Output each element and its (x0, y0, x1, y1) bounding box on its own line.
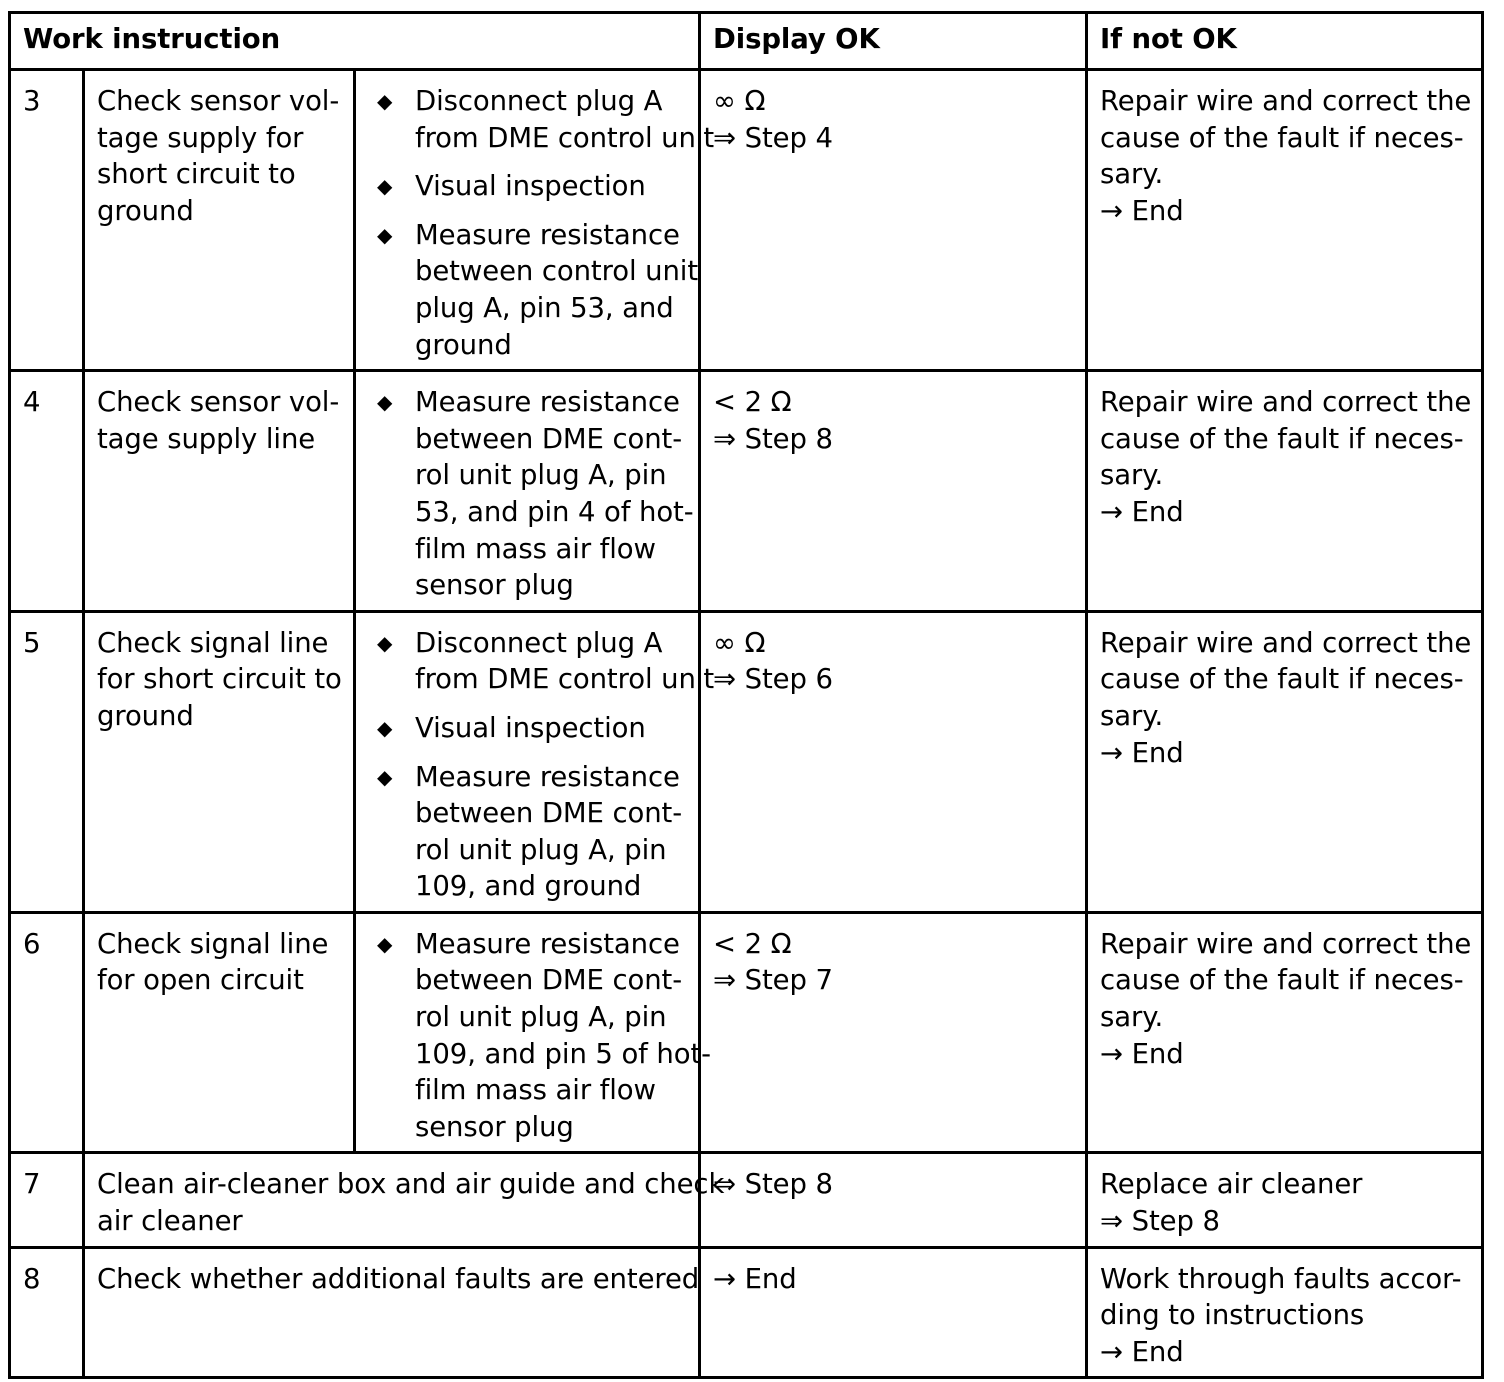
text-line: Clean air-cleaner box and air guide and check (97, 1168, 725, 1201)
text-line: → End (1100, 1037, 1184, 1070)
text-line: sary. (1100, 158, 1164, 191)
text-line: cause of the fault if neces- (1100, 121, 1464, 154)
text-line: ground (97, 699, 194, 732)
text-line: ∞ Ω (713, 85, 766, 117)
diamond-bullet-icon: ◆ (377, 715, 393, 740)
if-not-ok-cell (1087, 1153, 1483, 1247)
text-line: Repair wire and correct the (1100, 85, 1472, 117)
table-row (10, 371, 1483, 612)
action-list-cell (355, 371, 700, 612)
text-line: ⇒ Step 8 (713, 422, 833, 455)
text-line: < 2 Ω (713, 927, 792, 960)
text-line: rol unit plug A, pin (415, 1001, 667, 1034)
text-line: Measure resistance (415, 927, 680, 960)
table-row (10, 611, 1483, 912)
text-line: air cleaner (97, 1205, 243, 1238)
text-line: between DME cont- (415, 422, 683, 455)
step-number: 6 (10, 912, 84, 1153)
text-line: cause of the fault if neces- (1100, 964, 1464, 997)
diamond-bullet-icon: ◆ (377, 630, 393, 655)
step-number: 5 (10, 611, 84, 912)
action-list (368, 926, 711, 1146)
diamond-bullet-icon: ◆ (377, 222, 393, 247)
text-line: for short circuit to (97, 663, 342, 696)
text-line: sensor plug (415, 569, 574, 602)
text-line: Disconnect plug A (415, 85, 663, 117)
text-line: Measure resistance (415, 760, 680, 793)
display-ok-cell (700, 1153, 1087, 1247)
text-line: ground (415, 328, 512, 361)
list-item (368, 168, 686, 205)
text-line: plug A, pin 53, and (415, 291, 674, 324)
text-line: tage supply for (97, 121, 304, 154)
text-line: film mass air flow (415, 1074, 656, 1107)
table-row (10, 912, 1483, 1153)
diamond-bullet-icon: ◆ (377, 174, 393, 199)
list-item (368, 926, 711, 1146)
header-work-instruction: Work instruction (10, 13, 700, 70)
text-line: Check whether additional faults are entered (97, 1262, 700, 1295)
step-number: 3 (10, 70, 84, 371)
text-line: cause of the fault if neces- (1100, 663, 1464, 696)
work-instruction-cell (84, 1153, 725, 1247)
display-ok-cell (700, 912, 1087, 1153)
text-line: Visual inspection (415, 170, 646, 203)
text-line: cause of the fault if neces- (1100, 422, 1464, 455)
diamond-bullet-icon: ◆ (377, 931, 393, 956)
list-item (368, 759, 686, 905)
text-line: sary. (1100, 1001, 1164, 1034)
display-ok-cell (700, 371, 1087, 612)
text-line: 109, and pin 5 of hot- (415, 1037, 711, 1070)
text-line: ⇒ Step 4 (713, 121, 833, 154)
if-not-ok-cell (1087, 70, 1483, 371)
diamond-bullet-icon: ◆ (377, 89, 393, 113)
text-line: film mass air flow (415, 532, 656, 565)
text-line: Replace air cleaner (1100, 1168, 1363, 1201)
text-line: Check sensor vol- (97, 386, 340, 419)
action-list (368, 384, 694, 604)
text-line: 53, and pin 4 of hot- (415, 495, 694, 528)
if-not-ok-cell (1087, 371, 1483, 612)
action-list (368, 83, 715, 363)
text-line: sensor plug (415, 1110, 574, 1143)
list-item (368, 710, 686, 747)
text-line: sary. (1100, 699, 1164, 732)
list-item (368, 217, 699, 363)
work-instruction-table (8, 11, 1484, 1379)
text-line: between DME cont- (415, 797, 683, 830)
text-line: → End (1100, 736, 1184, 769)
text-line: ⇒ Step 6 (713, 663, 833, 696)
action-list-cell (355, 70, 715, 371)
text-line: Visual inspection (415, 711, 646, 744)
text-line: → End (713, 1262, 797, 1295)
display-ok-cell (700, 1247, 1087, 1378)
check-description (84, 70, 355, 371)
text-line: short circuit to (97, 158, 296, 191)
text-line: ⇒ Step 8 (1100, 1205, 1220, 1238)
text-line: Measure resistance (415, 386, 680, 419)
work-instruction-cell (84, 1247, 700, 1378)
table-row (10, 70, 1483, 371)
table-header-row (10, 13, 1483, 70)
list-item (368, 625, 715, 698)
text-line: Measure resistance (415, 218, 680, 251)
text-line: rol unit plug A, pin (415, 459, 667, 492)
if-not-ok-cell (1087, 912, 1483, 1153)
text-line: rol unit plug A, pin (415, 833, 667, 866)
list-item (368, 83, 715, 156)
text-line: ⇒ Step 7 (713, 964, 833, 997)
text-line: 109, and ground (415, 870, 642, 903)
text-line: Repair wire and correct the (1100, 386, 1472, 419)
list-item (368, 384, 694, 604)
table-row (10, 1247, 1483, 1378)
text-line: Work through faults accor- (1100, 1262, 1462, 1295)
diamond-bullet-icon: ◆ (377, 764, 393, 789)
text-line: sary. (1100, 459, 1164, 492)
text-line: ding to instructions (1100, 1299, 1365, 1332)
step-number: 4 (10, 371, 84, 612)
step-number: 7 (10, 1153, 84, 1247)
action-list-cell (355, 611, 715, 912)
diamond-bullet-icon: ◆ (377, 390, 393, 415)
text-line: Repair wire and correct the (1100, 927, 1472, 960)
action-list-cell (355, 912, 711, 1153)
check-description (84, 371, 355, 612)
text-line: between control unit (415, 255, 699, 288)
if-not-ok-cell (1087, 1247, 1483, 1378)
text-line: for open circuit (97, 964, 304, 997)
text-line: ground (97, 194, 194, 227)
text-line: ∞ Ω (713, 626, 766, 659)
text-line: Repair wire and correct the (1100, 626, 1472, 659)
step-number: 8 (10, 1247, 84, 1378)
text-line: ⇒ Step 8 (713, 1168, 833, 1201)
check-description (84, 912, 355, 1153)
table-body (10, 70, 1483, 1378)
text-line: Check signal line (97, 626, 329, 659)
display-ok-cell (700, 611, 1087, 912)
header-if-not-ok: If not OK (1087, 13, 1483, 70)
text-line: → End (1100, 194, 1184, 227)
text-line: Check signal line (97, 927, 329, 960)
action-list (368, 625, 715, 905)
table-row (10, 1153, 1483, 1247)
text-line: from DME control unit (415, 663, 715, 696)
if-not-ok-cell (1087, 611, 1483, 912)
text-line: → End (1100, 495, 1184, 528)
text-line: Disconnect plug A (415, 626, 663, 659)
text-line: tage supply line (97, 422, 316, 455)
text-line: from DME control unit (415, 121, 715, 154)
text-line: between DME cont- (415, 964, 683, 997)
header-display-ok: Display OK (700, 13, 1087, 70)
check-description (84, 611, 355, 912)
text-line: < 2 Ω (713, 386, 792, 419)
text-line: → End (1100, 1335, 1184, 1368)
display-ok-cell (700, 70, 1087, 371)
text-line: Check sensor vol- (97, 85, 340, 117)
